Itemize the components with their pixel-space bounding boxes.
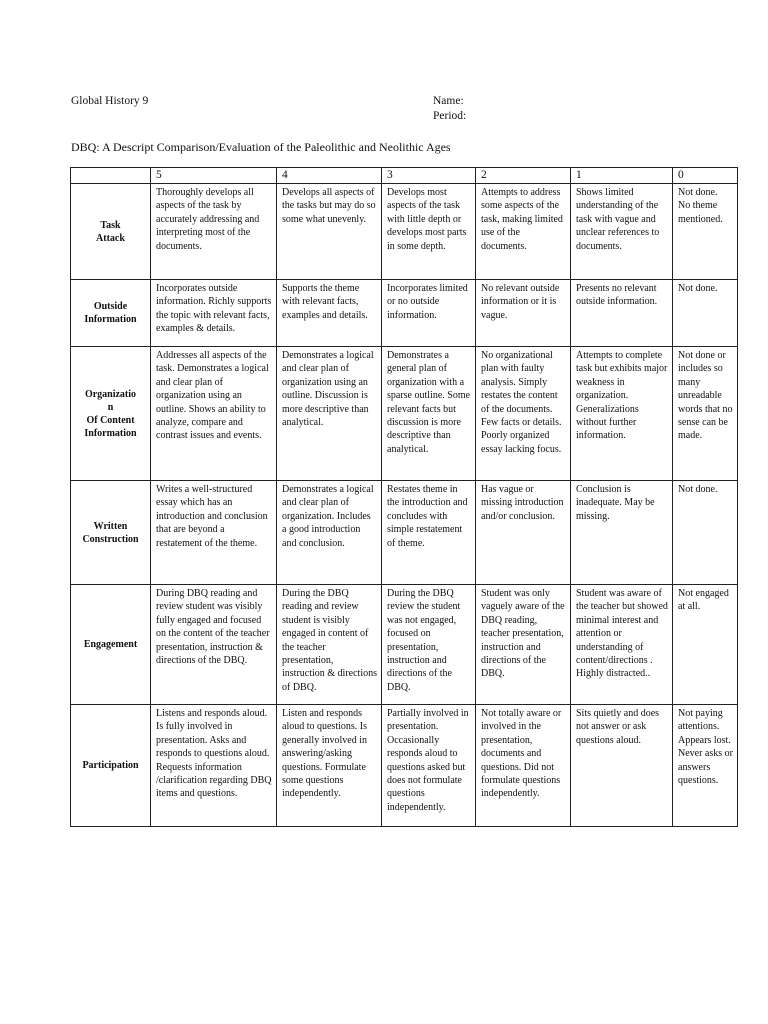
rubric-row-outside-information xyxy=(71,280,738,347)
rubric-cell: Demonstrates a logical and clear plan of organization using an outline. Discussion is more descriptive than analytical. xyxy=(277,347,382,481)
rubric-cell: Not paying attentions. Appears lost. Never asks or answers questions. xyxy=(673,705,738,827)
rubric-cell: During the DBQ review the student was not engaged, focused on presentation, instruction and directions of the DBQ. xyxy=(382,585,476,705)
rubric-cell: Not done. No theme mentioned. xyxy=(673,184,738,280)
rubric-cell: Conclusion is inadequate. May be missing. xyxy=(571,481,673,585)
rubric-cell: Not done. xyxy=(673,481,738,585)
score-header: 2 xyxy=(476,168,571,184)
rubric-cell: Listen and responds aloud to questions. Is generally involved in answering/asking questions. Formulate some questions independently. xyxy=(277,705,382,827)
rubric-cell: Restates theme in the introduction and concludes with simple restatement of theme. xyxy=(382,481,476,585)
rubric-cell: Shows limited understanding of the task with vague and unclear references to documents. xyxy=(571,184,673,280)
row-label: Outside Information xyxy=(71,280,151,347)
rubric-cell: Listens and responds aloud. Is fully involved in presentation. Asks and responds to questions aloud. Requests information /clarification regarding DBQ items and questions. xyxy=(151,705,277,827)
rubric-cell: Not totally aware or involved in the presentation, documents and questions. Did not formulate questions independently. xyxy=(476,705,571,827)
score-header: 0 xyxy=(673,168,738,184)
rubric-cell: During DBQ reading and review student was visibly fully engaged and focused on the content of the teacher presentation, instruction & directions of the DBQ. xyxy=(151,585,277,705)
rubric-cell: Supports the theme with relevant facts, examples and details. xyxy=(277,280,382,347)
rubric-cell: Student was aware of the teacher but showed minimal interest and attention or understanding of content/directions . Highly distracted.. xyxy=(571,585,673,705)
period-label: Period: xyxy=(433,110,467,122)
rubric-cell: Sits quietly and does not answer or ask questions aloud. xyxy=(571,705,673,827)
score-header: 5 xyxy=(151,168,277,184)
rubric-cell: Attempts to address some aspects of the task, making limited use of the documents. xyxy=(476,184,571,280)
row-label: Engagement xyxy=(71,585,151,705)
rubric-cell: No relevant outside information or it is vague. xyxy=(476,280,571,347)
rubric-table xyxy=(70,167,738,827)
rubric-row-engagement xyxy=(71,585,738,705)
rubric-cell: Not done or includes so many unreadable words that no sense can be made. xyxy=(673,347,738,481)
rubric-cell: Addresses all aspects of the task. Demonstrates a logical and clear plan of organization using an outline. Shows an ability to analyze, compare and contrast issues and events. xyxy=(151,347,277,481)
rubric-cell: Attempts to complete task but exhibits major weakness in organization. Generalizations without further information. xyxy=(571,347,673,481)
score-header-row xyxy=(71,168,738,184)
name-label: Name: xyxy=(433,95,464,107)
rubric-cell: Has vague or missing introduction and/or conclusion. xyxy=(476,481,571,585)
rubric-cell: Demonstrates a logical and clear plan of organization. Includes a good introduction and conclusion. xyxy=(277,481,382,585)
rubric-row-organization xyxy=(71,347,738,481)
rubric-cell: Student was only vaguely aware of the DBQ reading, teacher presentation, instruction and directions of the DBQ. xyxy=(476,585,571,705)
rubric-cell: No organizational plan with faulty analysis. Simply restates the content of the documents. Few facts or details. Poorly organized essay lacking focus. xyxy=(476,347,571,481)
rubric-cell: Incorporates limited or no outside information. xyxy=(382,280,476,347)
score-header: 3 xyxy=(382,168,476,184)
rubric-cell: Writes a well-structured essay which has an introduction and conclusion that are beyond a restatement of the theme. xyxy=(151,481,277,585)
rubric-cell: Develops all aspects of the tasks but may do so some what unevenly. xyxy=(277,184,382,280)
row-label: Participation xyxy=(71,705,151,827)
row-label: Written Construction xyxy=(71,481,151,585)
row-label: Organizatio n Of Content Information xyxy=(71,347,151,481)
rubric-row-task-attack xyxy=(71,184,738,280)
rubric-cell: Thoroughly develops all aspects of the task by accurately addressing and interpreting most of the documents. xyxy=(151,184,277,280)
rubric-cell: Partially involved in presentation. Occasionally responds aloud to questions asked but does not formulate questions independently. xyxy=(382,705,476,827)
rubric-cell: Incorporates outside information. Richly supports the topic with relevant facts, examples & details. xyxy=(151,280,277,347)
rubric-row-participation xyxy=(71,705,738,827)
header-blank-cell xyxy=(71,168,151,184)
course-title: Global History 9 xyxy=(71,95,149,107)
dbq-title: DBQ: A Descript Comparison/Evaluation of the Paleolithic and Neolithic Ages xyxy=(71,140,451,154)
rubric-cell: Not done. xyxy=(673,280,738,347)
rubric-cell: Presents no relevant outside information. xyxy=(571,280,673,347)
row-label: Task Attack xyxy=(71,184,151,280)
rubric-cell: Demonstrates a general plan of organization with a sparse outline. Some relevant facts but discussion is more descriptive than analytical. xyxy=(382,347,476,481)
rubric-cell: Not engaged at all. xyxy=(673,585,738,705)
rubric-cell: Develops most aspects of the task with little depth or develops most parts in some depth. xyxy=(382,184,476,280)
score-header: 4 xyxy=(277,168,382,184)
rubric-cell: During the DBQ reading and review student is visibly engaged in content of the teacher presentation, instruction & directions of DBQ. xyxy=(277,585,382,705)
score-header: 1 xyxy=(571,168,673,184)
rubric-row-written-construction xyxy=(71,481,738,585)
